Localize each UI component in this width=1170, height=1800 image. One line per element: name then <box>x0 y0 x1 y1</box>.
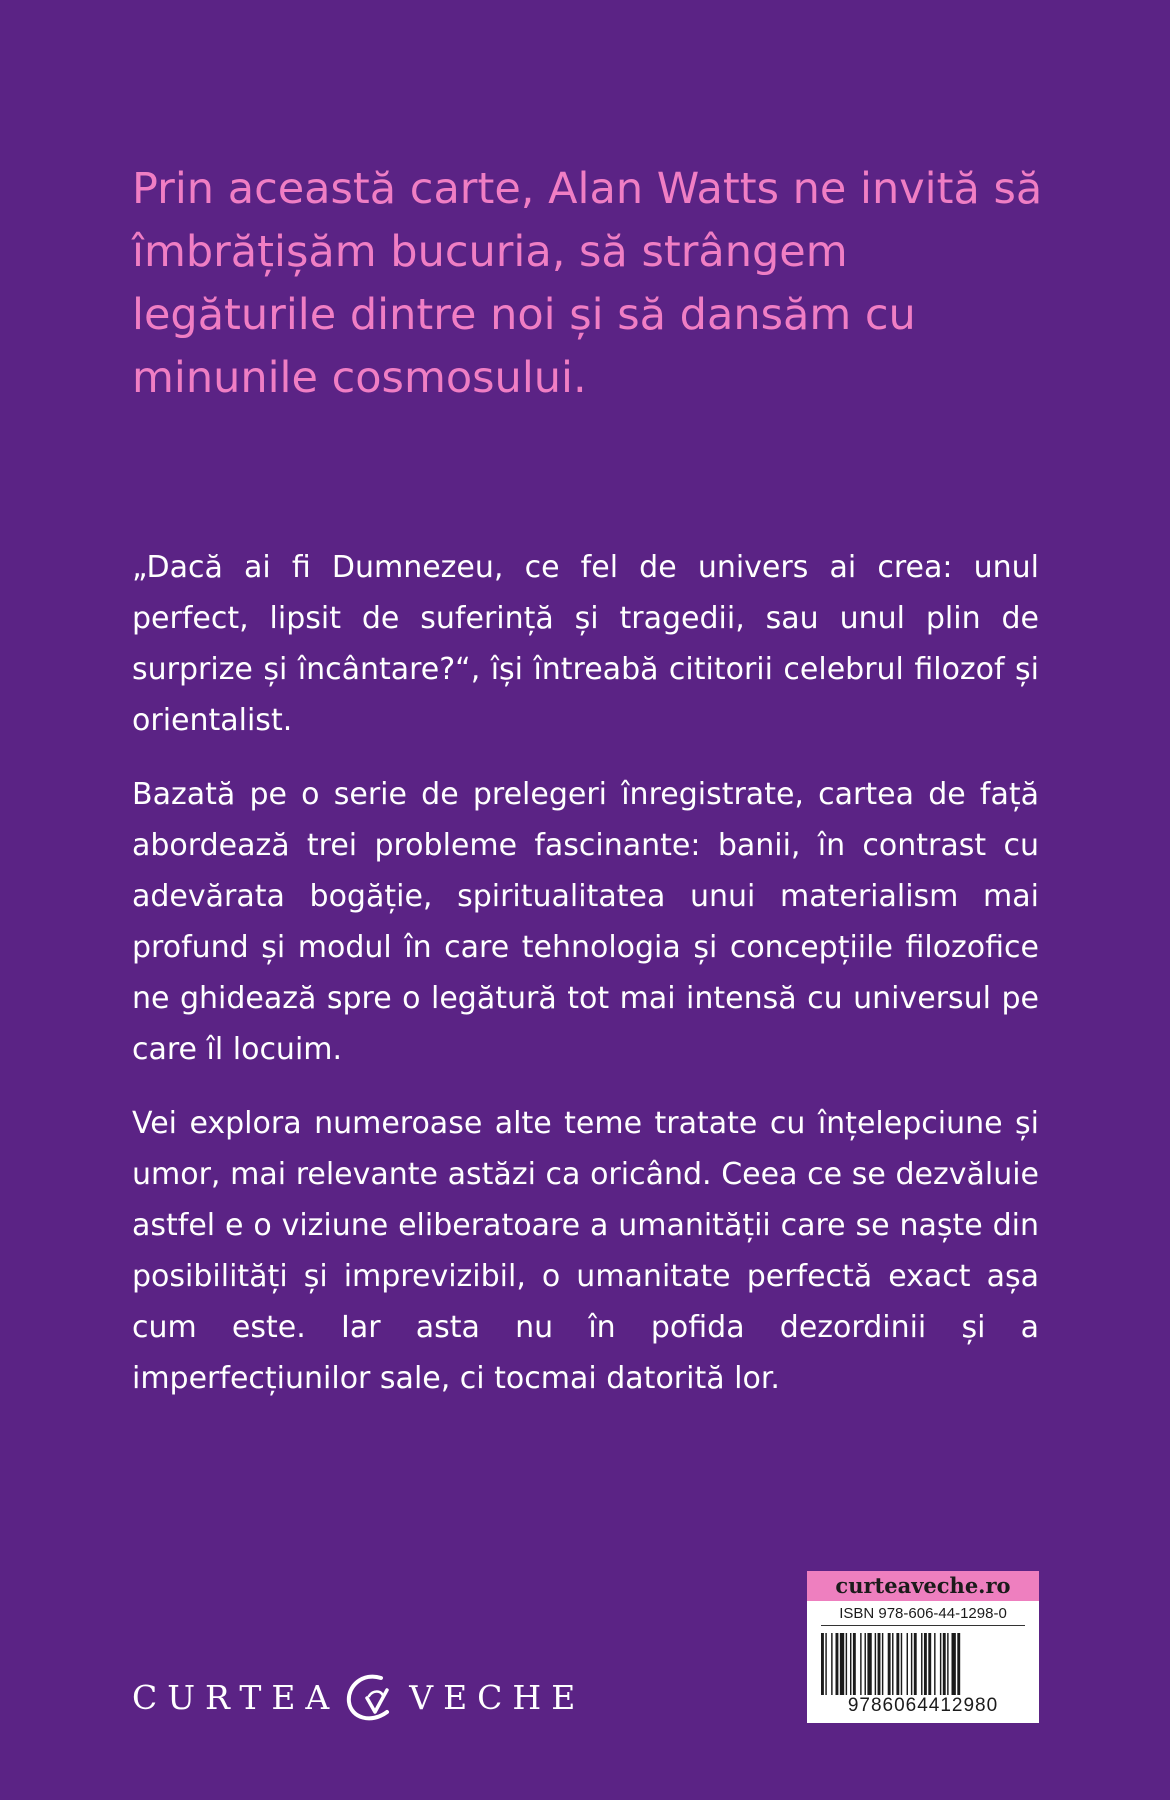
barcode-bar <box>825 1633 826 1695</box>
blurb-paragraph: „Dacă ai fi Dumnezeu, ce fel de univers ai crea: unul perfect, lipsit de suferință și tragedii, sau unul plin de surprize și încântare?“, își întreabă cititorii celebrul filozof și orientalist. <box>132 550 1039 738</box>
barcode-bar <box>840 1633 844 1695</box>
barcode-bar <box>921 1633 922 1695</box>
barcode-bar <box>892 1633 893 1695</box>
publisher-logo <box>132 1668 585 1726</box>
barcode-bar <box>914 1633 917 1695</box>
barcode-bar <box>947 1633 948 1695</box>
barcode-bar <box>924 1633 927 1695</box>
barcode-bar <box>940 1633 941 1695</box>
barcode-bar <box>875 1633 876 1695</box>
barcode-bar <box>860 1633 861 1695</box>
barcode-bar <box>957 1633 960 1695</box>
barcode-bar <box>878 1633 881 1695</box>
publisher-name-right: VECHE <box>409 1677 586 1717</box>
barcode-digits: 9786064412980 <box>847 1695 999 1716</box>
barcode-bar <box>850 1633 851 1695</box>
barcode <box>821 1633 1025 1695</box>
barcode-bar <box>831 1633 832 1695</box>
barcode-bar <box>821 1633 824 1695</box>
blurb-paragraph: Vei explora numeroase alte teme tratate cu înțelepciune și umor, mai relevante astăzi ca oricând. Ceea ce se dezvăluie astfel e o viziune eliberatoare a umanității care se naște din posibilități și imprevizibil, o umanitate perfectă exact așa cum este. Iar asta nu în pofida dezordinii și a imperfecțiunilor sale, ci tocmai datorită lor. <box>132 1106 1039 1396</box>
publisher-name-left: CURTEA <box>132 1677 340 1717</box>
barcode-bar <box>865 1633 866 1695</box>
barcode-bar <box>934 1633 935 1695</box>
barcode-bar <box>888 1633 891 1695</box>
barcode-bar <box>836 1633 839 1695</box>
barcode-bar <box>853 1633 856 1695</box>
barcode-bar <box>907 1633 908 1695</box>
barcode-bar <box>882 1633 883 1695</box>
curtea-veche-monogram-icon <box>341 1668 401 1726</box>
isbn-block <box>807 1571 1039 1723</box>
tagline: Prin această carte, Alan Watts ne invită să îmbrățișăm bucuria, să strângem legăturile dintre noi și să dansăm cu minunile cosmosului. <box>132 164 1043 403</box>
barcode-bar <box>911 1633 912 1695</box>
barcode-bar <box>867 1633 871 1695</box>
blurb-paragraph: Bazată pe o serie de prelegeri înregistrate, cartea de față abordează trei probleme fascinante: banii, în contrast cu adevărata bogăție, spiritualitatea unui materialism mai profund și modul în care tehnologia și concepțiile filozofice ne ghidează spre o legătură tot mai intensă cu universul pe care îl locuim. <box>132 777 1039 1067</box>
barcode-bar <box>943 1633 946 1695</box>
publisher-website: curteaveche.ro <box>807 1571 1039 1601</box>
barcode-bar <box>952 1633 956 1695</box>
barcode-bar <box>896 1633 899 1695</box>
barcode-bar <box>846 1633 847 1695</box>
isbn-label: ISBN 978-606-44-1298-0 <box>821 1603 1025 1626</box>
blurb <box>132 542 1039 1427</box>
barcode-bar <box>928 1633 931 1695</box>
barcode-bar <box>901 1633 902 1695</box>
